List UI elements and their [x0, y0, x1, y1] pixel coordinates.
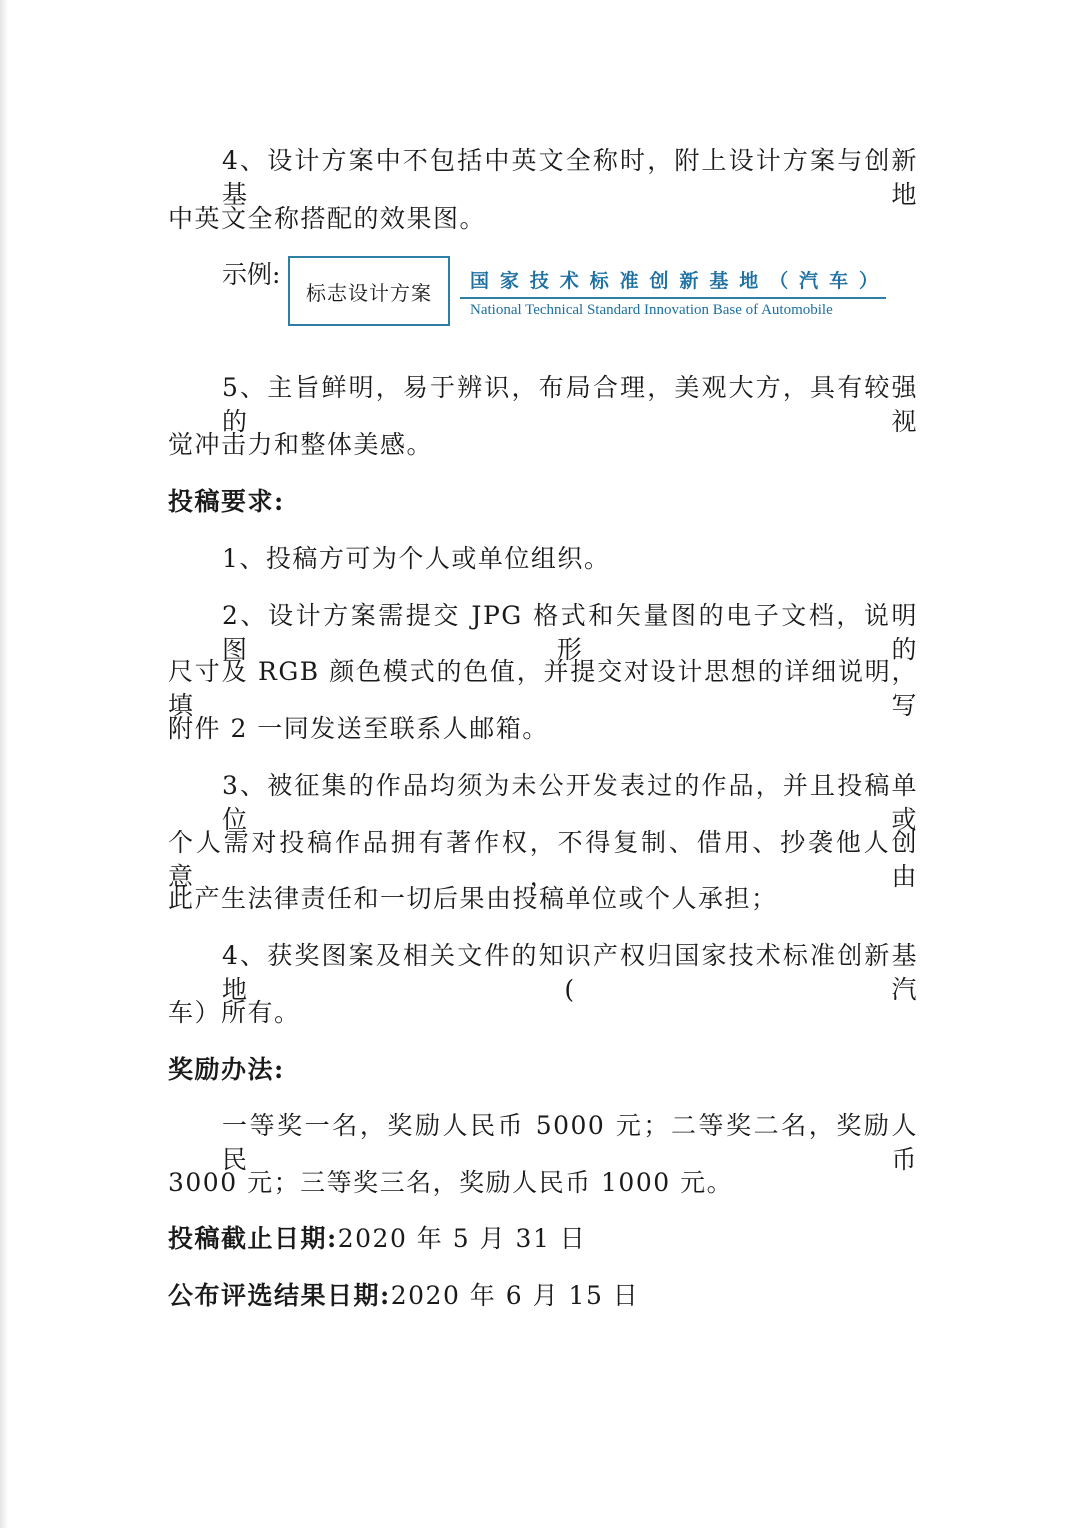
submission-item-3-line-1: 3、被征集的作品均须为未公开发表过的作品，并且投稿单位或 [222, 771, 918, 834]
submission-item-2-line-3: 附件 2 一同发送至联系人邮箱。 [168, 714, 549, 743]
submission-item-1: 1、投稿方可为个人或单位组织。 [222, 544, 611, 573]
design-req-5-line-1: 5、主旨鲜明，易于辨识，布局合理，美观大方，具有较强的视 [222, 373, 918, 436]
submission-item-2-line-2: 尺寸及 RGB 颜色模式的色值，并提交对设计思想的详细说明，填写 [168, 657, 918, 720]
rewards-heading: 奖励办法: [168, 1055, 285, 1084]
results-date-label: 公布评选结果日期: [168, 1281, 391, 1310]
deadline-line [168, 1222, 586, 1256]
submission-heading: 投稿要求: [168, 487, 285, 516]
example-label: 示例: [222, 260, 281, 289]
design-req-4-line-2: 中英文全称搭配的效果图。 [168, 204, 487, 233]
logo-divider-rule [460, 297, 886, 299]
submission-item-2-line-1: 2、设计方案需提交 JPG 格式和矢量图的电子文档，说明图形的 [222, 601, 918, 664]
submission-item-3-line-3: 此产生法律责任和一切后果由投稿单位或个人承担； [168, 884, 778, 913]
submission-item-4-line-1: 4、获奖图案及相关文件的知识产权归国家技术标准创新基地(汽 [222, 941, 918, 1004]
results-date-value: 2020 年 6 月 15 日 [390, 1281, 640, 1310]
design-req-5-line-2: 觉冲击力和整体美感。 [168, 430, 434, 459]
submission-item-4-line-2: 车）所有。 [168, 998, 301, 1027]
org-name-chinese: 国家技术标准创新基地（汽车） [470, 270, 878, 292]
page-edge-shadow [0, 0, 8, 1528]
design-req-4-line-1: 4、设计方案中不包括中英文全称时，附上设计方案与创新基地 [222, 146, 918, 209]
org-name-english: National Technical Standard Innovation Base of Automobile [470, 302, 833, 318]
rewards-line-2: 3000 元；三等奖三名，奖励人民币 1000 元。 [168, 1168, 734, 1197]
logo-design-placeholder-box: 标志设计方案 [288, 256, 450, 326]
submission-item-3-line-2: 个人需对投稿作品拥有著作权，不得复制、借用、抄袭他人创意，由 [168, 828, 918, 891]
results-date-line [168, 1279, 639, 1313]
deadline-label: 投稿截止日期: [168, 1224, 338, 1253]
rewards-line-1: 一等奖一名，奖励人民币 5000 元；二等奖二名，奖励人民币 [222, 1111, 918, 1174]
deadline-value: 2020 年 5 月 31 日 [337, 1224, 587, 1253]
